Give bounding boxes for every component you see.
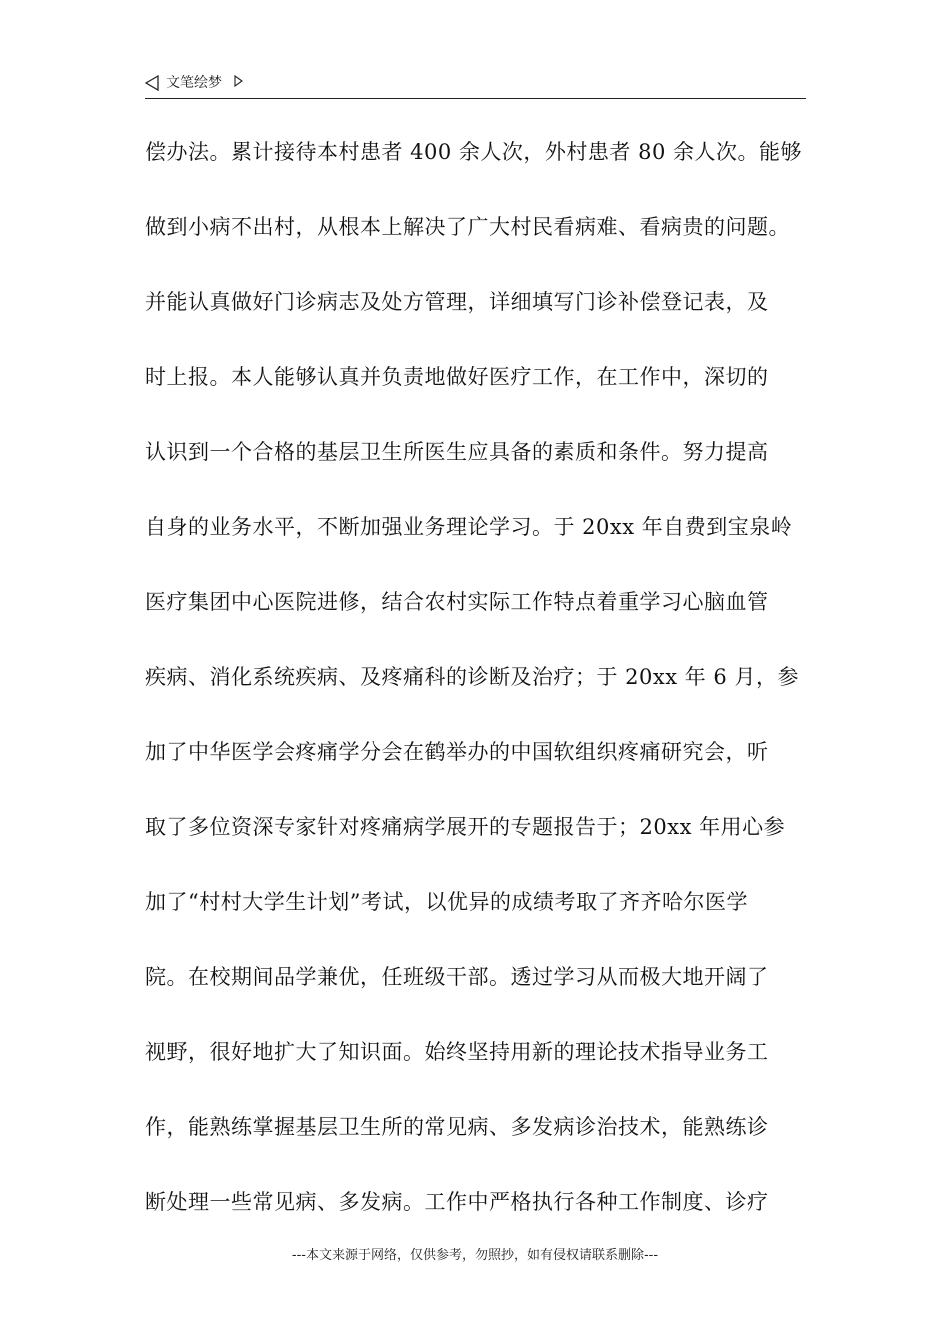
- body-line-3: 并能认真做好门诊病志及处方管理，详细填写门诊补偿登记表，及: [145, 290, 769, 314]
- body-line-5: 认识到一个合格的基层卫生所医生应具备的素质和条件。努力提高: [145, 440, 769, 464]
- body-line-8: 疾病、消化系统疾病、及疼痛科的诊断及治疗；于 20xx 年 6 月，参: [145, 665, 799, 689]
- body-line-15: 断处理一些常见病、多发病。工作中严格执行各种工作制度、诊疗: [145, 1190, 769, 1214]
- body-line-11: 加了“村村大学生计划”考试，以优异的成绩考取了齐齐哈尔医学: [145, 890, 748, 914]
- triangle-right-icon: [234, 75, 243, 87]
- body-line-6: 自身的业务水平，不断加强业务理论学习。于 20xx 年自费到宝泉岭: [145, 515, 793, 539]
- body-line-12: 院。在校期间品学兼优，任班级干部。透过学习从而极大地开阔了: [145, 965, 769, 989]
- body-line-13: 视野，很好地扩大了知识面。始终坚持用新的理论技术指导业务工: [145, 1040, 769, 1064]
- body-line-7: 医疗集团中心医院进修，结合农村实际工作特点着重学习心脑血管: [145, 590, 769, 614]
- footer-notice: ---本文来源于网络，仅供参考，勿照抄，如有侵权请联系删除---: [291, 1248, 659, 1263]
- header-title: 文笔绘梦: [166, 75, 222, 91]
- page-header: [145, 70, 806, 99]
- body-line-4: 时上报。本人能够认真并负责地做好医疗工作，在工作中，深切的: [145, 365, 769, 389]
- body-line-9: 加了中华医学会疼痛学分会在鹤举办的中国软组织疼痛研究会，听: [145, 740, 769, 764]
- document-body: [145, 121, 845, 1246]
- body-line-2: 做到小病不出村，从根本上解决了广大村民看病难、看病贵的问题。: [145, 215, 790, 239]
- triangle-left-icon: [145, 75, 159, 91]
- body-line-14: 作，能熟练掌握基层卫生所的常见病、多发病诊治技术，能熟练诊: [145, 1115, 769, 1139]
- body-line-10: 取了多位资深专家针对疼痛病学展开的专题报告于；20xx 年用心参: [145, 815, 786, 839]
- body-line-1: 偿办法。累计接待本村患者 400 余人次，外村患者 80 余人次。能够: [145, 140, 803, 164]
